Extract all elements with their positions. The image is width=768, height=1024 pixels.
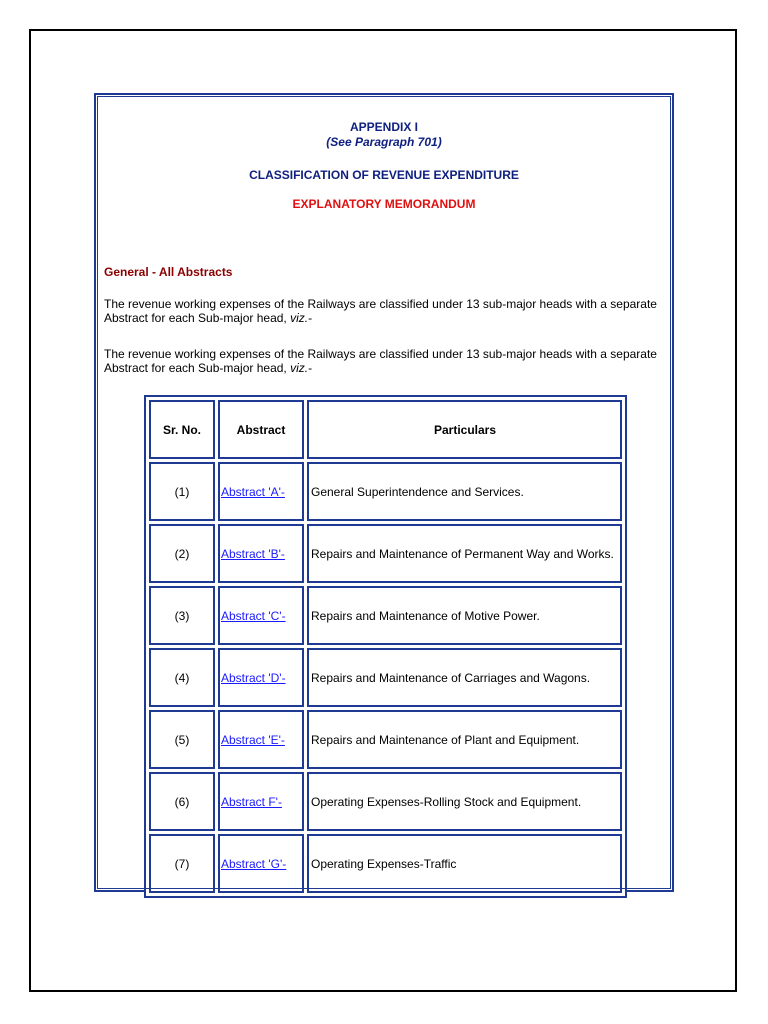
row-sr-no: (6) <box>149 772 215 831</box>
paragraph-viz: viz. <box>290 361 309 375</box>
table-row <box>149 834 622 893</box>
abstract-link[interactable]: Abstract 'B'- <box>221 546 285 561</box>
row-sr-no: (4) <box>149 648 215 707</box>
document-content <box>94 93 674 892</box>
intro-paragraph <box>104 297 664 325</box>
table-row <box>149 524 622 583</box>
row-sr-no: (2) <box>149 524 215 583</box>
row-sr-no: (1) <box>149 462 215 521</box>
header-abstract: Abstract <box>218 400 304 459</box>
paragraph-text: The revenue working expenses of the Railways are classified under 13 sub-major heads with a separate Abstract for each Sub-major head, <box>104 347 657 375</box>
row-particulars: Repairs and Maintenance of Motive Power. <box>307 586 622 645</box>
abstract-link[interactable]: Abstract 'C'- <box>221 608 286 623</box>
paragraph-text: The revenue working expenses of the Railways are classified under 13 sub-major heads with a separate Abstract for each Sub-major head, <box>104 297 657 325</box>
abstract-link[interactable]: Abstract 'E'- <box>221 732 285 747</box>
abstract-link[interactable]: Abstract F'- <box>221 794 282 809</box>
abstract-link[interactable]: Abstract 'G'- <box>221 856 287 871</box>
see-paragraph: (See Paragraph 701) <box>326 135 442 149</box>
classification-title: CLASSIFICATION OF REVENUE EXPENDITURE <box>249 168 519 182</box>
paragraph-suffix: - <box>308 361 313 375</box>
abstracts-table <box>144 395 627 898</box>
header-particulars: Particulars <box>307 400 622 459</box>
row-particulars: Repairs and Maintenance of Carriages and Wagons. <box>307 648 622 707</box>
table-row <box>149 772 622 831</box>
row-sr-no: (3) <box>149 586 215 645</box>
intro-paragraph-repeat <box>104 347 664 375</box>
table-header-row <box>149 400 622 459</box>
abstract-link[interactable]: Abstract 'D'- <box>221 670 286 685</box>
appendix-title: APPENDIX I <box>349 120 418 134</box>
paragraph-suffix: - <box>308 311 313 325</box>
row-particulars: Operating Expenses-Traffic <box>307 834 622 893</box>
table-row <box>149 710 622 769</box>
row-particulars: Repairs and Maintenance of Plant and Equipment. <box>307 710 622 769</box>
row-sr-no: (7) <box>149 834 215 893</box>
table-row <box>149 648 622 707</box>
table-row <box>149 586 622 645</box>
row-particulars: General Superintendence and Services. <box>307 462 622 521</box>
abstract-link[interactable]: Abstract 'A'- <box>221 484 285 499</box>
row-particulars: Operating Expenses-Rolling Stock and Equipment. <box>307 772 622 831</box>
header-sr-no: Sr. No. <box>149 400 215 459</box>
paragraph-viz: viz. <box>290 311 309 325</box>
memorandum-title: EXPLANATORY MEMORANDUM <box>292 197 476 211</box>
row-sr-no: (5) <box>149 710 215 769</box>
row-particulars: Repairs and Maintenance of Permanent Way and Works. <box>307 524 622 583</box>
table-row <box>149 462 622 521</box>
section-title: General - All Abstracts <box>104 265 233 279</box>
